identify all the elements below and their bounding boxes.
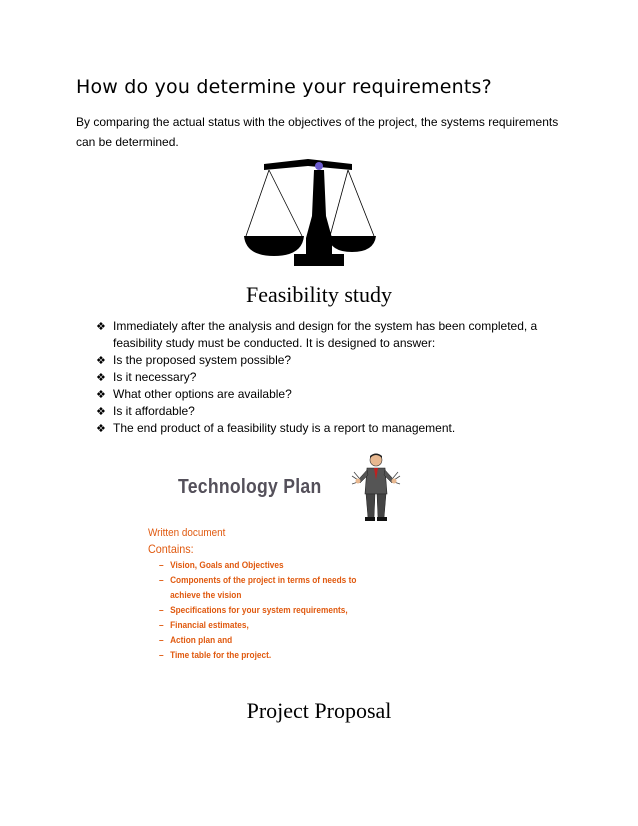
diamond-bullet-icon: ❖ (96, 320, 106, 333)
diamond-bullet-icon: ❖ (96, 405, 106, 418)
list-item: – Time table for the project. (159, 650, 272, 660)
diamond-bullet-icon: ❖ (96, 354, 106, 367)
diamond-bullet-icon: ❖ (96, 371, 106, 384)
tech-line-contains: Contains: (148, 542, 194, 556)
list-item: – Components of the project in terms of needs to achieve the vision (159, 575, 357, 600)
businessman-icon (350, 450, 402, 524)
diamond-bullet-icon: ❖ (96, 422, 106, 435)
tech-line-written: Written document (148, 527, 226, 539)
list-item: ❖ The end product of a feasibility study is a report to management. (96, 421, 456, 435)
list-item: ❖ Is it affordable? (96, 404, 195, 418)
technology-plan-title: Technology Plan (178, 476, 322, 498)
project-proposal-heading: Project Proposal (246, 698, 392, 723)
list-item: – Specifications for your system requirements, (159, 605, 348, 615)
section-heading: How do you determine your requirements? (76, 76, 492, 98)
balance-scale-icon (238, 156, 378, 270)
diamond-bullet-icon: ❖ (96, 388, 106, 401)
list-item: ❖ Is the proposed system possible? (96, 353, 292, 367)
list-item: ❖ What other options are available? (96, 387, 292, 401)
list-item: – Financial estimates, (159, 620, 249, 630)
list-item: ❖ Immediately after the analysis and design for the system has been completed, a feasibility study must be conducted. It is designed to answer: (96, 319, 538, 350)
list-item: – Vision, Goals and Objectives (159, 560, 284, 570)
feasibility-heading: Feasibility study (245, 282, 393, 307)
list-item: ❖ Is it necessary? (96, 370, 197, 384)
intro-paragraph: By comparing the actual status with the objectives of the project, the systems requirements can be determined. (76, 115, 559, 149)
technology-plan-image (140, 446, 440, 686)
list-item: – Action plan and (159, 635, 233, 645)
tech-plan-list (148, 558, 428, 663)
technology-plan-body (148, 526, 428, 663)
feasibility-list (96, 318, 556, 437)
